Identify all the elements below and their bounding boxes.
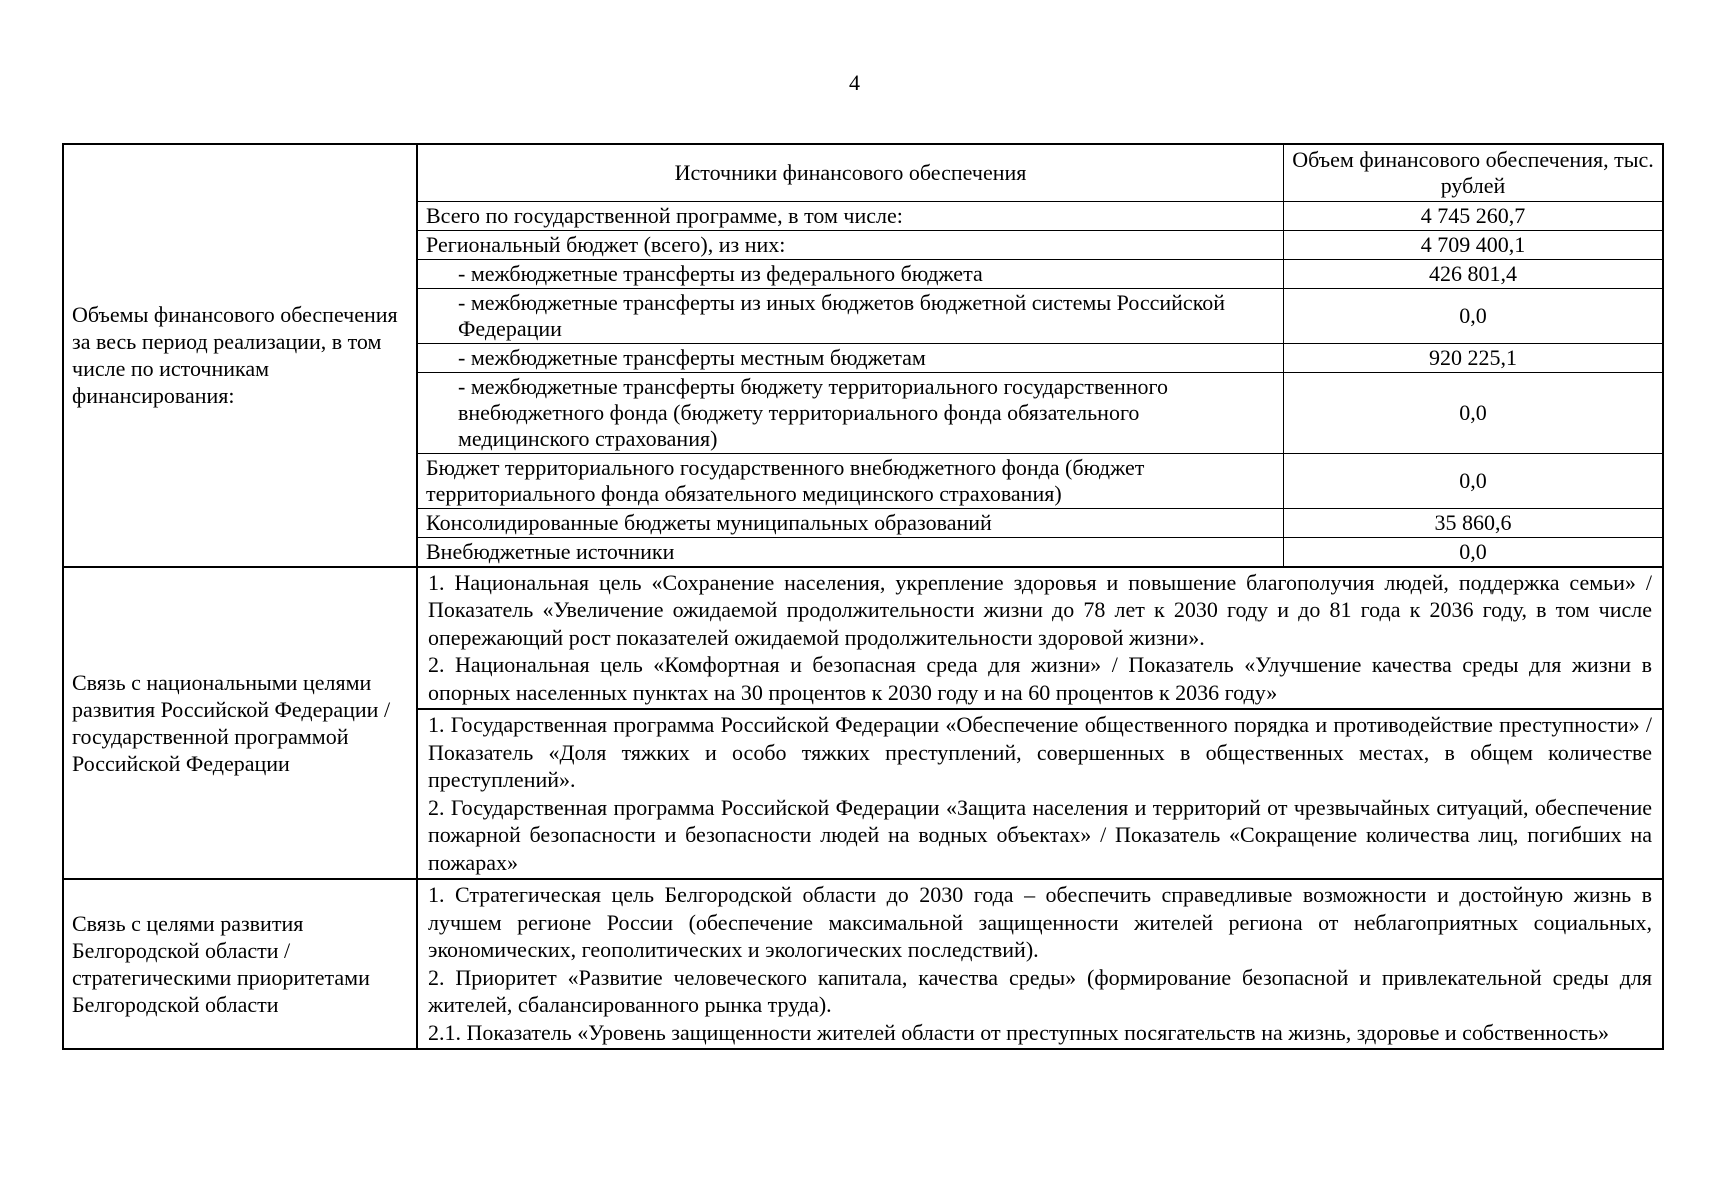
value-cell: 35 860,6 [1284,508,1663,537]
finance-label: Объемы финансового обеспечения за весь период реализации, в том числе по источникам финансирования: [63,144,417,567]
finance-row [63,144,1663,567]
value-cell: 0,0 [1284,288,1663,343]
source-cell: Внебюджетные источники [418,537,1284,566]
national-goals-row [63,567,1663,880]
table-row [418,230,1662,259]
value-cell: 4 709 400,1 [1284,230,1663,259]
finance-header-row [418,145,1662,201]
value-cell: 0,0 [1284,453,1663,508]
finance-sources-cell [417,144,1663,567]
passport-table [62,143,1664,1050]
national-goals-block [418,568,1662,709]
page-number: 4 [849,70,860,95]
national-goals-cell [417,567,1663,880]
value-cell: 0,0 [1284,372,1663,453]
source-cell: Региональный бюджет (всего), из них: [418,230,1284,259]
table-row [418,259,1662,288]
sources-header: Источники финансового обеспечения [418,145,1284,201]
state-program-item: 2. Государственная программа Российской Федерации «Защита населения и территорий от чрезвычайных ситуаций, обеспечение пожарной безопасности и безопасности людей на водных объектах» / Показатель «Сокращение количества лиц, погибших на пожарах» [428,794,1652,875]
state-program-block [418,708,1662,878]
source-cell: Консолидированные бюджеты муниципальных образований [418,508,1284,537]
finance-sources-table [418,145,1662,566]
national-goal-item: 2. Национальная цель «Комфортная и безопасная среда для жизни» / Показатель «Улучшение качества среды для жизни в опорных населенных пунктах на 30 процентов к 2030 году и на 60 процентов к 2036 году» [428,652,1652,705]
source-cell: Бюджет территориального государственного внебюджетного фонда (бюджет территориального фонда обязательного медицинского страхования) [418,453,1284,508]
regional-goal-item: 2. Приоритет «Развитие человеческого капитала, качества среды» (формирование безопасной и привлекательной среды для жителей, сбалансированного рынка труда). [428,964,1652,1017]
value-cell: 4 745 260,7 [1284,201,1663,230]
table-row [418,453,1662,508]
volume-header: Объем финансового обеспечения, тыс. рублей [1284,145,1663,201]
value-cell: 426 801,4 [1284,259,1663,288]
regional-goals-block [418,880,1662,1048]
source-cell: - межбюджетные трансферты бюджету территориального государственного внебюджетного фонда (бюджету территориального фонда обязательного медицинского страхования) [418,372,1284,453]
national-goal-item: 1. Национальная цель «Сохранение населения, укрепление здоровья и повышение благополучия людей, поддержка семьи» / Показатель «Увеличение ожидаемой продолжительности жизни до 78 лет к 2030 году и до 81 года к 2036 году, в том числе опережающий рост показателей ожидаемой продолжительности здоровой жизни». [428,569,1652,650]
source-cell: - межбюджетные трансферты местным бюджетам [418,343,1284,372]
regional-goals-cell [417,879,1663,1049]
table-row [418,372,1662,453]
value-cell: 920 225,1 [1284,343,1663,372]
regional-goal-item: 1. Стратегическая цель Белгородской области до 2030 года – обеспечить справедливые возможности и достойную жизнь в лучшем регионе России (обеспечение максимальной защищенности жителей региона от неблагоприятных социальных, экономических, геополитических и экологических последствий). [428,882,1652,962]
table-row [418,508,1662,537]
state-program-item: 1. Государственная программа Российской Федерации «Обеспечение общественного порядка и противодействие преступности» / Показатель «Доля тяжких и особо тяжких преступлений, совершенных в общественных местах, в общем количестве преступлений». [428,712,1652,792]
value-cell: 0,0 [1284,537,1663,566]
table-row [418,201,1662,230]
regional-goal-item: 2.1. Показатель «Уровень защищенности жителей области от преступных посягательств на жизнь, здоровье и собственность» [428,1019,1610,1045]
table-row [418,343,1662,372]
national-goals-label: Связь с национальными целями развития Российской Федерации / государственной программой Российской Федерации [63,567,417,880]
table-row [418,288,1662,343]
source-cell: Всего по государственной программе, в том числе: [418,201,1284,230]
source-cell: - межбюджетные трансферты из иных бюджетов бюджетной системы Российской Федерации [418,288,1284,343]
regional-goals-row [63,879,1663,1049]
table-row [418,537,1662,566]
regional-goals-label: Связь с целями развития Белгородской области / стратегическими приоритетами Белгородской области [63,879,417,1049]
source-cell: - межбюджетные трансферты из федерального бюджета [418,259,1284,288]
